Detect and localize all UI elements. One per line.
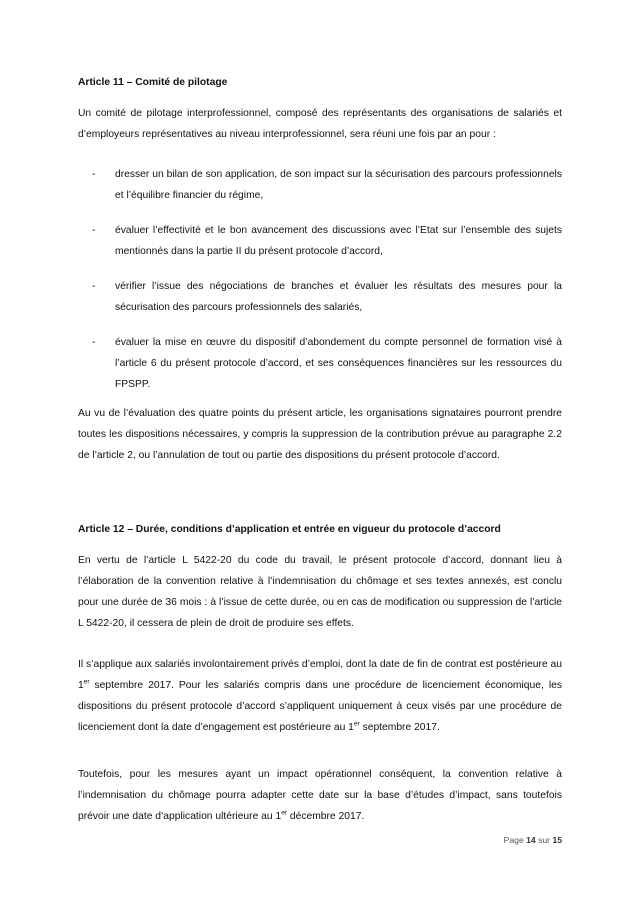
superscript-er: er <box>353 720 360 728</box>
page-footer <box>504 835 562 845</box>
bullet-text: évaluer l’effectivité et le bon avancement des discussions avec l’Etat sur l’ensemble des sujets mentionnés dans la partie II du présent protocole d’accord, <box>115 225 562 257</box>
article-12-paragraph-3 <box>78 764 562 827</box>
paragraph-2-text-a: Il s’applique aux salariés involontairement privés d’emploi, dont la date de fin de contrat est postérieure au 1 <box>78 659 562 691</box>
article-11-title: Article 11 – Comité de pilotage <box>78 77 228 88</box>
article-11-conclusion: Au vu de l’évaluation des quatre points du présent article, les organisations signataires pourront prendre toutes les dispositions nécessaires, y compris la suppression de la contribution prévue au paragraphe 2.2 de l’article 2, ou l’annulation de tout ou partie des dispositions du présent protocole d’accord. <box>78 408 562 461</box>
paragraph-3-text-b: décembre 2017. <box>287 811 365 822</box>
bullet-dash: - <box>92 281 96 292</box>
article-12-title: Article 12 – Durée, conditions d’application et entrée en vigueur du protocole d’accord <box>78 524 501 535</box>
document-page <box>78 0 562 903</box>
bullet-text: dresser un bilan de son application, de son impact sur la sécurisation des parcours professionnels et l’équilibre financier du régime, <box>115 169 562 201</box>
bullet-text: vérifier l’issue des négociations de branches et évaluer les résultats des mesures pour la sécurisation des parcours professionnels des salariés, <box>115 281 562 313</box>
superscript-er: er <box>281 809 287 817</box>
footer-page-word: Page <box>503 835 524 845</box>
superscript-er: er <box>83 678 90 686</box>
bullet-dash: - <box>92 337 96 348</box>
bullet-text: évaluer la mise en œuvre du dispositif d’abondement du compte personnel de formation visé à l’article 6 du présent protocole d’accord, et ses conséquences financières sur les ressources du FPSPP. <box>115 337 562 390</box>
footer-of-word: sur <box>538 835 551 845</box>
article-12-paragraph-1: En vertu de l’article L 5422-20 du code du travail, le présent protocole d’accord, donnant lieu à l’élaboration de la convention relative à l’indemnisation du chômage et ses textes annexés, est conclu pour une durée de 36 mois : à l’issue de cette durée, ou en cas de modification ou suppression de l’article L 5422-20, il cessera de plein de droit de produire ses effets. <box>78 555 562 629</box>
article-11-intro: Un comité de pilotage interprofessionnel, composé des représentants des organisations de salariés et d’employeurs représentatives au niveau interprofessionnel, sera réuni une fois par an pour : <box>78 108 562 140</box>
paragraph-2-text-b: septembre 2017. Pour les salariés compris dans une procédure de licenciement économique, les dispositions du présent protocole d’accord s’appliquent uniquement à ceux visés par une procédure de licenciement dont la date d’engagement est postérieure au 1 <box>78 680 562 733</box>
bullet-dash: - <box>92 169 96 180</box>
bullet-dash: - <box>92 225 96 236</box>
paragraph-3-text-a: Toutefois, pour les mesures ayant un impact opérationnel conséquent, la convention relative à l’indemnisation du chômage pourra adapter cette date sur la base d’études d’impact, sans toutefois prévoir une date d’application ultérieure au 1 <box>78 769 562 822</box>
footer-total-pages: 15 <box>552 835 562 845</box>
paragraph-2-text-c: septembre 2017. <box>359 722 440 733</box>
footer-page-number: 14 <box>526 835 536 845</box>
article-12-paragraph-2 <box>78 654 562 738</box>
